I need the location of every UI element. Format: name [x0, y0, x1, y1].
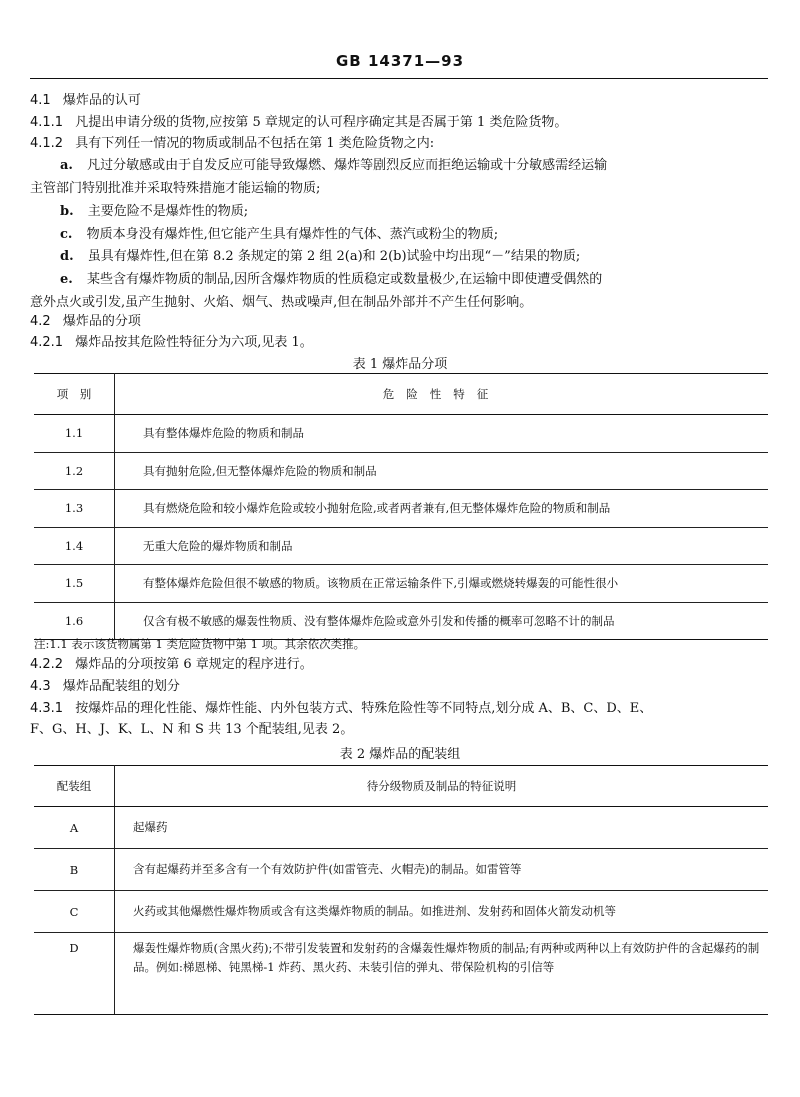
item-b — [60, 203, 770, 221]
item-c — [60, 226, 770, 244]
section-4-1 — [30, 92, 770, 110]
clause-number: 4.2.1 — [30, 335, 64, 350]
table-cell-id: 1.5 — [34, 565, 115, 603]
clause-number: 4.2.2 — [30, 657, 64, 672]
item-text: 物质本身没有爆炸性,但它能产生具有爆炸性的气体、蒸汽或粉尘的物质; — [86, 227, 499, 242]
table-row — [34, 452, 768, 490]
table-row — [34, 933, 768, 1015]
clause-text: 凡提出申请分级的货物,应按第 5 章规定的认可程序确定其是否属于第 1 类危险货物。 — [75, 115, 568, 130]
table-cell-id: 1.1 — [34, 415, 115, 453]
item-text: 某些含有爆炸物质的制品,因所含爆炸物质的性质稳定或数量极少,在运输中即使遭受偶然的 — [86, 272, 603, 287]
item-e-continued: 意外点火或引发,虽产生抛射、火焰、烟气、热或噪声,但在制品外部并不产生任何影响。 — [30, 295, 533, 310]
clause-4-1-2 — [30, 135, 770, 153]
table-cell-desc: 仅含有极不敏感的爆轰性物质、没有整体爆炸危险或意外引发和传播的概率可忽略不计的制品 — [115, 602, 769, 640]
section-title: 爆炸品配装组的划分 — [62, 679, 180, 694]
table-cell-desc: 爆轰性爆炸物质(含黑火药);不带引发装置和发射药的含爆轰性爆炸物质的制品;有两种或两种以上有效防护件的含起爆药的制品。例如:梯恩梯、钝黑梯-1 炸药、黑火药、未装引信的弹丸、带保险机构的引信等 — [115, 933, 769, 1015]
table-row — [34, 891, 768, 933]
section-number: 4.3 — [30, 679, 51, 694]
table-row — [34, 602, 768, 640]
clause-4-1-1 — [30, 114, 770, 132]
clause-4-3-1-continued: F、G、H、J、K、L、N 和 S 共 13 个配装组,见表 2。 — [30, 722, 354, 737]
item-a — [60, 157, 770, 175]
clause-4-2-1 — [30, 334, 770, 352]
table-cell-desc: 具有抛射危险,但无整体爆炸危险的物质和制品 — [115, 452, 769, 490]
page-header: GB 14371—93 — [335, 52, 465, 70]
clause-number: 4.1.1 — [30, 115, 64, 130]
table-cell-desc: 有整体爆炸危险但很不敏感的物质。该物质在正常运输条件下,引爆或燃烧转爆轰的可能性很小 — [115, 565, 769, 603]
clause-4-2-2 — [30, 656, 770, 674]
table-row — [34, 415, 768, 453]
clause-number: 4.1.2 — [30, 136, 64, 151]
table-row — [34, 849, 768, 891]
item-label: a. — [60, 158, 73, 173]
column-header: 待分级物质及制品的特征说明 — [115, 766, 769, 807]
clause-number: 4.3.1 — [30, 701, 64, 716]
table-1-caption: 表 1 爆炸品分项 — [352, 357, 448, 372]
table-cell-desc: 含有起爆药并至多含有一个有效防护件(如雷管壳、火帽壳)的制品。如雷管等 — [115, 849, 769, 891]
item-text: 凡过分敏感或由于自发反应可能导致爆燃、爆炸等剧烈反应而拒绝运输或十分敏感需经运输 — [87, 158, 608, 173]
table-cell-id: 1.4 — [34, 527, 115, 565]
item-label: c. — [60, 227, 73, 242]
section-number: 4.1 — [30, 93, 51, 108]
column-header: 项 别 — [34, 374, 115, 415]
table-row — [34, 565, 768, 603]
table-cell-desc: 无重大危险的爆炸物质和制品 — [115, 527, 769, 565]
clause-text: 按爆炸品的理化性能、爆炸性能、内外包装方式、特殊危险性等不同特点,划分成 A、B、C、D、E、 — [75, 701, 653, 716]
table-cell-desc: 具有整体爆炸危险的物质和制品 — [115, 415, 769, 453]
table-cell-id: A — [34, 807, 115, 849]
item-text: 虽具有爆炸性,但在第 8.2 条规定的第 2 组 2(a)和 2(b)试验中均出现“－”结果的物质; — [87, 249, 581, 264]
clause-4-3-1 — [30, 700, 770, 718]
item-d — [60, 248, 770, 266]
table-cell-id: D — [34, 933, 115, 1015]
item-label: e. — [60, 272, 73, 287]
table-row — [34, 807, 768, 849]
clause-text: 爆炸品按其危险性特征分为六项,见表 1。 — [75, 335, 313, 350]
column-header: 配装组 — [34, 766, 115, 807]
section-4-2 — [30, 313, 770, 331]
section-number: 4.2 — [30, 314, 51, 329]
table-1 — [34, 373, 768, 640]
table-cell-id: 1.3 — [34, 490, 115, 528]
table-cell-id: B — [34, 849, 115, 891]
table-cell-desc: 火药或其他爆燃性爆炸物质或含有这类爆炸物质的制品。如推进剂、发射药和固体火箭发动机等 — [115, 891, 769, 933]
item-text: 主要危险不是爆炸性的物质; — [87, 204, 249, 219]
item-label: b. — [60, 204, 74, 219]
table-cell-desc: 具有燃烧危险和较小爆炸危险或较小抛射危险,或者两者兼有,但无整体爆炸危险的物质和制品 — [115, 490, 769, 528]
table-header-row — [34, 766, 768, 807]
section-4-3 — [30, 678, 770, 696]
table-cell-id: C — [34, 891, 115, 933]
clause-text: 具有下列任一情况的物质或制品不包括在第 1 类危险货物之内: — [75, 136, 435, 151]
table-header-row — [34, 374, 768, 415]
section-title: 爆炸品的分项 — [62, 314, 141, 329]
table-cell-id: 1.2 — [34, 452, 115, 490]
clause-text: 爆炸品的分项按第 6 章规定的程序进行。 — [75, 657, 313, 672]
table-2 — [34, 765, 768, 1015]
item-e — [60, 271, 770, 289]
item-label: d. — [60, 249, 74, 264]
item-a-continued: 主管部门特别批准并采取特殊措施才能运输的物质; — [30, 181, 321, 196]
table-1-note: 注:1.1 表示该货物属第 1 类危险货物中第 1 项。其余依次类推。 — [34, 637, 366, 651]
table-cell-desc: 起爆药 — [115, 807, 769, 849]
section-title: 爆炸品的认可 — [62, 93, 141, 108]
table-row — [34, 490, 768, 528]
header-rule — [30, 78, 768, 79]
column-header: 危险性特征 — [115, 374, 769, 415]
table-cell-id: 1.6 — [34, 602, 115, 640]
table-row — [34, 527, 768, 565]
table-2-caption: 表 2 爆炸品的配装组 — [339, 747, 461, 762]
